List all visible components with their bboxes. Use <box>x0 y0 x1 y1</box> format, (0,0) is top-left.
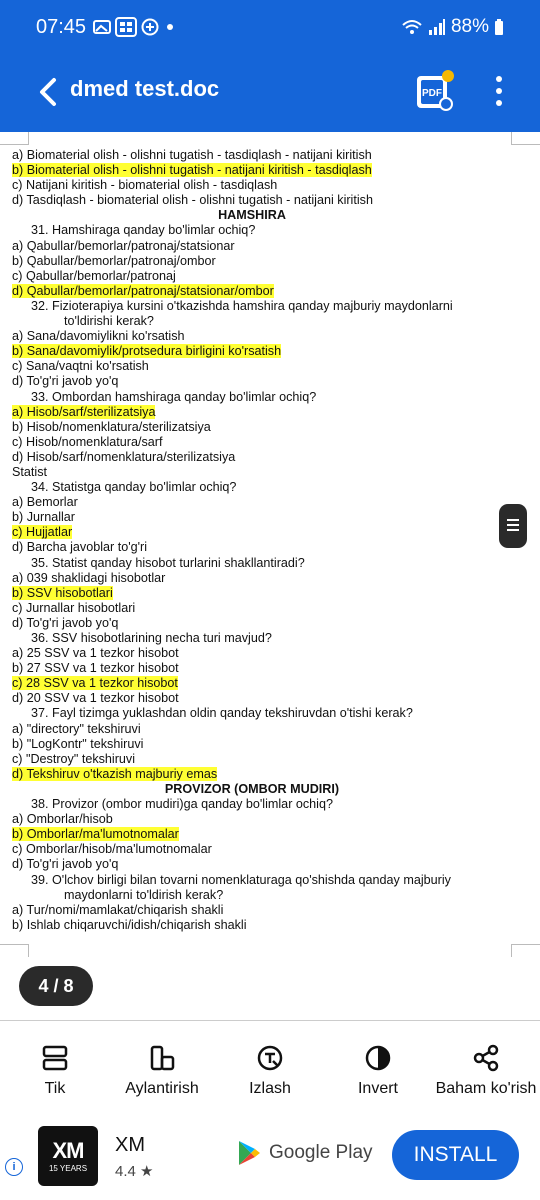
line-text: 37. Fayl tizimga yuklashdan oldin qanday tekshiruvdan o'tishi kerak? <box>31 706 413 721</box>
highlighted-text: c) Hujjatlar <box>12 525 73 540</box>
line-text: a) Sana/davomiylikni ko'rsatish <box>12 329 185 344</box>
answer-option <box>12 284 532 299</box>
answer-option <box>12 752 532 767</box>
answer-option <box>12 812 532 827</box>
answer-option <box>12 465 532 480</box>
answer-option <box>12 148 532 163</box>
bottom-toolbar <box>0 1032 540 1112</box>
battery-icon <box>494 18 504 36</box>
page-corner-bottom-right <box>511 944 540 957</box>
play-store-icon <box>237 1140 261 1166</box>
answer-option <box>12 691 532 706</box>
question-text <box>12 480 532 495</box>
line-text: 36. SSV hisobotlarining necha turi mavjud? <box>31 631 272 645</box>
ad-banner[interactable] <box>0 1112 540 1200</box>
answer-option <box>12 254 532 269</box>
answer-option <box>12 420 532 435</box>
line-text: 39. O'lchov birligi bilan tovarni nomenklaturaga qo'shishda qanday majburiy <box>31 872 451 887</box>
wifi-icon <box>401 18 423 36</box>
gallery-icon <box>93 19 111 35</box>
question-text <box>12 556 532 571</box>
answer-option <box>12 676 532 691</box>
highlighted-text: b) Sana/davomiylik/protsedura birligini ko'rsatish <box>12 344 282 359</box>
answer-option <box>12 163 532 178</box>
line-text: b) Hisob/nomenklatura/sterilizatsiya <box>12 419 211 434</box>
highlighted-text: a) Hisob/sarf/sterilizatsiya <box>12 404 156 419</box>
highlighted-text: d) Tekshiruv o'tkazish majburiy emas <box>12 766 218 781</box>
line-text: c) Omborlar/hisob/ma'lumotnomalar <box>12 842 212 857</box>
answer-option <box>12 842 532 857</box>
line-text: to'ldirishi kerak? <box>64 314 154 329</box>
google-play-badge[interactable]: Google Play <box>237 1140 373 1166</box>
question-text <box>12 631 532 646</box>
answer-option <box>12 661 532 676</box>
page-corner-top-right <box>511 132 540 145</box>
tool-label: Izlash <box>249 1080 291 1097</box>
status-time: 07:45 <box>36 16 87 38</box>
answer-option <box>12 510 532 525</box>
answer-option <box>12 495 532 510</box>
line-text: 34. Statistga qanday bo'limlar ochiq? <box>31 480 237 495</box>
section-heading <box>12 782 532 797</box>
page-corner-bottom-left <box>0 944 29 957</box>
page-corner-top-left <box>0 132 29 145</box>
invert-icon <box>364 1044 392 1072</box>
highlighted-text: b) SSV hisobotlari <box>12 585 113 600</box>
line-text: a) 039 shaklidagi hisobotlar <box>12 570 166 585</box>
question-text <box>12 299 532 314</box>
line-text: c) Hisob/nomenklatura/sarf <box>12 434 163 449</box>
answer-option <box>12 525 532 540</box>
line-text: a) Qabullar/bemorlar/patronaj/statsionar <box>12 238 235 253</box>
highlighted-text: b) Omborlar/ma'lumotnomalar <box>12 827 179 842</box>
line-text: c) "Destroy" tekshiruvi <box>12 751 136 766</box>
ad-info-icon[interactable]: i <box>5 1158 23 1176</box>
answer-option <box>12 178 532 193</box>
question-text <box>12 314 532 329</box>
answer-option <box>12 722 532 737</box>
tool-rotate[interactable] <box>120 1044 204 1098</box>
question-text <box>12 888 532 903</box>
page-indicator: 4 / 8 <box>19 966 93 1006</box>
signal-icon <box>428 18 446 36</box>
line-text: a) "directory" tekshiruvi <box>12 721 141 736</box>
answer-option <box>12 767 532 782</box>
search-icon <box>256 1044 284 1072</box>
line-text: d) Hisob/sarf/nomenklatura/sterilizatsiya <box>12 449 236 464</box>
app-bar <box>0 52 540 132</box>
line-text: c) Sana/vaqtni ko'rsatish <box>12 359 149 374</box>
tool-label: Tik <box>44 1080 66 1097</box>
line-text: 35. Statist qanday hisobot turlarini shakllantiradi? <box>31 555 305 570</box>
ad-app-name: XM <box>115 1134 145 1156</box>
add-circle-icon <box>141 18 159 36</box>
line-text: c) Jurnallar hisobotlari <box>12 600 136 615</box>
answer-option <box>12 571 532 586</box>
answer-option <box>12 827 532 842</box>
line-text: Statist <box>12 464 47 479</box>
back-arrow-icon[interactable] <box>34 74 64 110</box>
answer-option <box>12 601 532 616</box>
answer-option <box>12 405 532 420</box>
answer-option <box>12 903 532 918</box>
page-divider <box>0 1020 540 1021</box>
answer-option <box>12 586 532 601</box>
grid-app-icon <box>115 17 137 37</box>
tool-label: Aylantirish <box>125 1080 199 1097</box>
line-text: HAMSHIRA <box>218 208 286 223</box>
document-title: dmed test.doc <box>70 76 220 101</box>
answer-option <box>12 239 532 254</box>
question-text <box>12 706 532 721</box>
tool-split-view[interactable] <box>38 1044 72 1098</box>
highlighted-text: b) Biomaterial olish - olishni tugatish - natijani kiritish - tasdiqlash <box>12 163 372 178</box>
line-text: b) Ishlab chiqaruvchi/idish/chiqarish shakli <box>12 917 247 932</box>
line-text: d) To'g'ri javob yo'q <box>12 857 119 872</box>
tool-search[interactable] <box>244 1044 296 1098</box>
line-text: 38. Provizor (ombor mudiri)ga qanday bo'limlar ochiq? <box>31 797 333 812</box>
document-page <box>0 132 540 1032</box>
answer-option <box>12 329 532 344</box>
answer-option <box>12 918 532 933</box>
section-heading <box>12 208 532 223</box>
highlighted-text: d) Qabullar/bemorlar/patronaj/statsionar/ombor <box>12 283 274 298</box>
tool-label: Invert <box>357 1080 398 1097</box>
line-text: c) Natijani kiritish - biomaterial olish - tasdiqlash <box>12 178 278 193</box>
answer-option <box>12 269 532 284</box>
line-text: maydonlarni to'ldirish kerak? <box>64 887 224 902</box>
answer-option <box>12 193 532 208</box>
line-text: d) To'g'ri javob yo'q <box>12 374 119 389</box>
line-text: a) Biomaterial olish - olishni tugatish - tasdiqlash - natijani kiritish <box>12 148 372 162</box>
line-text: PROVIZOR (OMBOR MUDIRI) <box>164 781 340 796</box>
question-text <box>12 390 532 405</box>
answer-option <box>12 540 532 555</box>
status-bar <box>0 0 540 52</box>
answer-option <box>12 359 532 374</box>
line-text: 33. Ombordan hamshiraga qanday bo'limlar ochiq? <box>31 389 317 404</box>
line-text: a) Bemorlar <box>12 495 78 510</box>
more-options-icon[interactable] <box>486 72 512 112</box>
system-icons <box>401 16 504 38</box>
rotate-icon <box>148 1044 176 1072</box>
pdf-convert-icon[interactable] <box>414 68 456 112</box>
line-text: c) Qabullar/bemorlar/patronaj <box>12 268 176 283</box>
answer-option <box>12 344 532 359</box>
line-text: d) To'g'ri javob yo'q <box>12 615 119 630</box>
line-text: a) Tur/nomi/mamlakat/chiqarish shakli <box>12 902 224 917</box>
answer-option <box>12 435 532 450</box>
line-text: a) Omborlar/hisob <box>12 812 113 827</box>
install-button[interactable]: INSTALL <box>392 1130 519 1180</box>
line-text: d) Tasdiqlash - biomaterial olish - olishni tugatish - natijani kiritish <box>12 193 373 208</box>
question-text <box>12 223 532 238</box>
tool-share[interactable] <box>434 1044 538 1098</box>
question-text <box>12 873 532 888</box>
xm-logo: XM 15 YEARS <box>38 1126 98 1186</box>
line-text: d) 20 SSV va 1 tezkor hisobot <box>12 691 179 706</box>
line-text: 32. Fizioterapiya kursini o'tkazishda hamshira qanday majburiy maydonlarni <box>31 298 453 313</box>
svg-text:PDF: PDF <box>422 88 442 99</box>
answer-option <box>12 737 532 752</box>
split-view-icon <box>41 1044 69 1072</box>
document-text <box>12 148 532 933</box>
dot-icon <box>163 20 177 34</box>
answer-option <box>12 857 532 872</box>
ad-rating: 4.4 ★ <box>115 1163 154 1180</box>
line-text: b) 27 SSV va 1 tezkor hisobot <box>12 661 179 676</box>
line-text: d) Barcha javoblar to'g'ri <box>12 540 148 555</box>
answer-option <box>12 616 532 631</box>
share-icon <box>472 1044 500 1072</box>
notification-icons <box>93 17 177 37</box>
question-text <box>12 797 532 812</box>
line-text: b) "LogKontr" tekshiruvi <box>12 736 144 751</box>
line-text: 31. Hamshiraga qanday bo'limlar ochiq? <box>31 223 256 238</box>
answer-option <box>12 450 532 465</box>
fast-scroll-handle[interactable] <box>499 504 527 548</box>
battery-level: 88% <box>450 16 489 37</box>
line-text: b) Qabullar/bemorlar/patronaj/ombor <box>12 253 216 268</box>
answer-option <box>12 374 532 389</box>
highlighted-text: c) 28 SSV va 1 tezkor hisobot <box>12 676 178 691</box>
tool-invert[interactable] <box>352 1044 404 1098</box>
line-text: b) Jurnallar <box>12 510 75 525</box>
tool-label: Baham ko'rish <box>435 1080 537 1097</box>
line-text: a) 25 SSV va 1 tezkor hisobot <box>12 646 179 661</box>
answer-option <box>12 646 532 661</box>
